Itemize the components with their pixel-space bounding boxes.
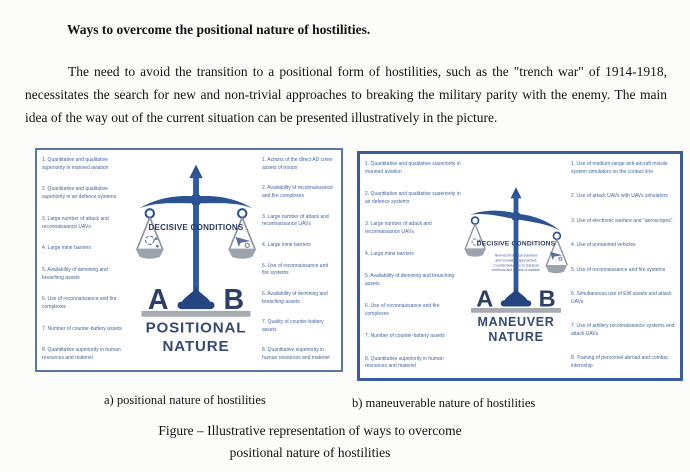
hanger-wires-right bbox=[230, 218, 255, 249]
list-item: 7. Quality of counter-battery assets bbox=[262, 319, 324, 333]
nature-label-line2: NATURE bbox=[488, 330, 544, 345]
list-item: 7. Number of counter-battery assets bbox=[365, 333, 445, 340]
list-item: 8. Training of personnel abroad and combat internship bbox=[571, 355, 668, 370]
scale-pan-right bbox=[228, 249, 257, 259]
list-item: 2. Availability of reconnaissance and fire complexes bbox=[262, 185, 333, 200]
figure-b-left-list bbox=[365, 161, 461, 371]
list-item: 2. Quantitative and qualitative superiority in air defence systems bbox=[365, 191, 461, 205]
page-title: Ways to overcome the positional nature of hostilities. bbox=[67, 22, 371, 37]
figure-caption-line2: positional nature of hostilities bbox=[229, 445, 391, 460]
list-item: 4. Use of unmanned vehicles bbox=[571, 242, 636, 249]
scale-pan-left bbox=[136, 249, 165, 259]
list-item: 6. Use of reconnaissance and fire complexes bbox=[42, 296, 117, 311]
nature-label-line2: NATURE bbox=[162, 338, 230, 356]
list-item: 5. Availability of demining and breaching assets bbox=[42, 266, 108, 281]
hanger-ring-right bbox=[553, 232, 560, 239]
list-item: 1. Use of medium-range anti-aircraft missile system simulators on the contact line bbox=[571, 161, 668, 175]
hanger-ring-left bbox=[146, 209, 154, 217]
subfigure-b-caption: b) maneuverable nature of hostilities bbox=[352, 396, 536, 410]
figure-a-scale bbox=[133, 157, 259, 363]
nature-label-line1: POSITIONAL bbox=[145, 319, 247, 337]
note-line: Countermeasures to classical bbox=[493, 263, 539, 268]
pedestal-base bbox=[178, 302, 215, 310]
figure-a-panel bbox=[35, 148, 343, 372]
list-item: 2. Quantitative and qualitative superiority in air defence systems bbox=[42, 186, 117, 201]
figure-b-right-list bbox=[571, 161, 675, 371]
list-item: 2. Use of attack UAVs with UAVs simulators bbox=[571, 193, 668, 200]
list-item: 1. Quantitative and qualitative superiority in manned aviation bbox=[42, 157, 109, 171]
list-item: 7. Use of artillery reconnaissance systems and attack UAVs bbox=[571, 323, 675, 337]
list-item: 5. Availability of demining and breaching assets bbox=[365, 273, 455, 287]
list-item: 4. Large mine barriers bbox=[262, 241, 311, 248]
letter-a: A bbox=[147, 284, 169, 317]
list-item: 8. Quantitative superiority in human resources and materiel bbox=[365, 355, 444, 370]
subfigure-a-caption: a) positional nature of hostilities bbox=[104, 393, 266, 407]
letter-a: A bbox=[476, 285, 494, 312]
letter-b: B bbox=[538, 285, 556, 312]
balance-scale-tilted bbox=[464, 161, 568, 371]
list-item: 5. Use of reconnaissance and fire systems bbox=[571, 266, 666, 273]
list-item: 6. Simultaneous use of EW assets and attack UAVs bbox=[571, 291, 672, 305]
drone-icon bbox=[235, 237, 250, 247]
balance-scale-balanced bbox=[133, 157, 259, 363]
list-item: 3. Use of electronic warfare and "aeroscopes" bbox=[571, 217, 673, 224]
decisive-conditions-label: DECISIVE CONDITIONS bbox=[148, 223, 244, 233]
drone-icon bbox=[550, 252, 562, 260]
list-item: 1. Actions of the direct AD cover assets of troops bbox=[262, 157, 333, 171]
pedestal-base bbox=[501, 300, 532, 306]
scale-pan-right bbox=[545, 265, 567, 273]
recycle-icon bbox=[146, 236, 154, 244]
figure-a-right-list bbox=[262, 157, 336, 363]
note-line: methods and means of warfare bbox=[492, 268, 540, 273]
scale-pan-left bbox=[464, 248, 486, 256]
list-item: 8. Quantitative superiority in human resources and materiel bbox=[42, 347, 121, 362]
list-item: 1. Quantitative and qualitative superiority in manned aviation bbox=[365, 161, 461, 175]
scale-post bbox=[193, 175, 199, 296]
list-item: 3. Large number of attack and reconnaissance UAVs bbox=[42, 215, 109, 230]
hanger-ring-left bbox=[472, 217, 479, 224]
pedestal bbox=[181, 284, 211, 304]
soldier-icon bbox=[559, 257, 562, 260]
list-item: 7. Number of counter-battery assets bbox=[42, 325, 122, 332]
list-item: 6. Availability of demining and breaching assets bbox=[262, 290, 328, 305]
note-line: New technological solutions bbox=[494, 253, 538, 258]
decisive-conditions-label: DECISIVE CONDITIONS bbox=[476, 240, 556, 248]
list-item: 8. Quantitative superiority in human resources and materiel bbox=[262, 347, 330, 362]
hanger-ring-right bbox=[238, 209, 246, 217]
magnifier-icon bbox=[245, 243, 249, 247]
body-paragraph: The need to avoid the transition to a positional form of hostilities, such as the "trench war" of 1914-1918, necessitates the search for new and non-trivial approaches to breaking the military parity with the enemy. The main idea of the way out of the current situation can be presented illustratively in the picture. bbox=[25, 64, 667, 125]
list-item: 6. Use of reconnaissance and fire complexes bbox=[365, 303, 440, 317]
figure-b-panel bbox=[357, 151, 683, 381]
list-item: 4. Large mine barriers bbox=[42, 245, 91, 252]
figure-caption bbox=[40, 420, 580, 464]
letter-b: B bbox=[223, 284, 245, 317]
list-item: 4. Large mine barriers bbox=[365, 251, 414, 257]
figure-b-scale bbox=[464, 161, 568, 371]
list-item: 3. Large number of attack and reconnaissance UAVs bbox=[365, 221, 432, 235]
figure-a-left-list bbox=[42, 157, 130, 363]
list-item: 3. Large number of attack and reconnaissance UAVs bbox=[262, 213, 329, 228]
figure-caption-line1: Figure – Illustrative representation of ways to overcome bbox=[158, 423, 462, 438]
beam-hub bbox=[192, 195, 200, 205]
list-item: 5. Use of reconnaissance and fire systems bbox=[262, 262, 329, 277]
nature-label-line1: MANEUVER bbox=[477, 314, 555, 329]
sparkle-icon bbox=[156, 244, 159, 247]
note-line: and innovative approaches bbox=[495, 258, 537, 263]
pedestal bbox=[504, 286, 529, 303]
